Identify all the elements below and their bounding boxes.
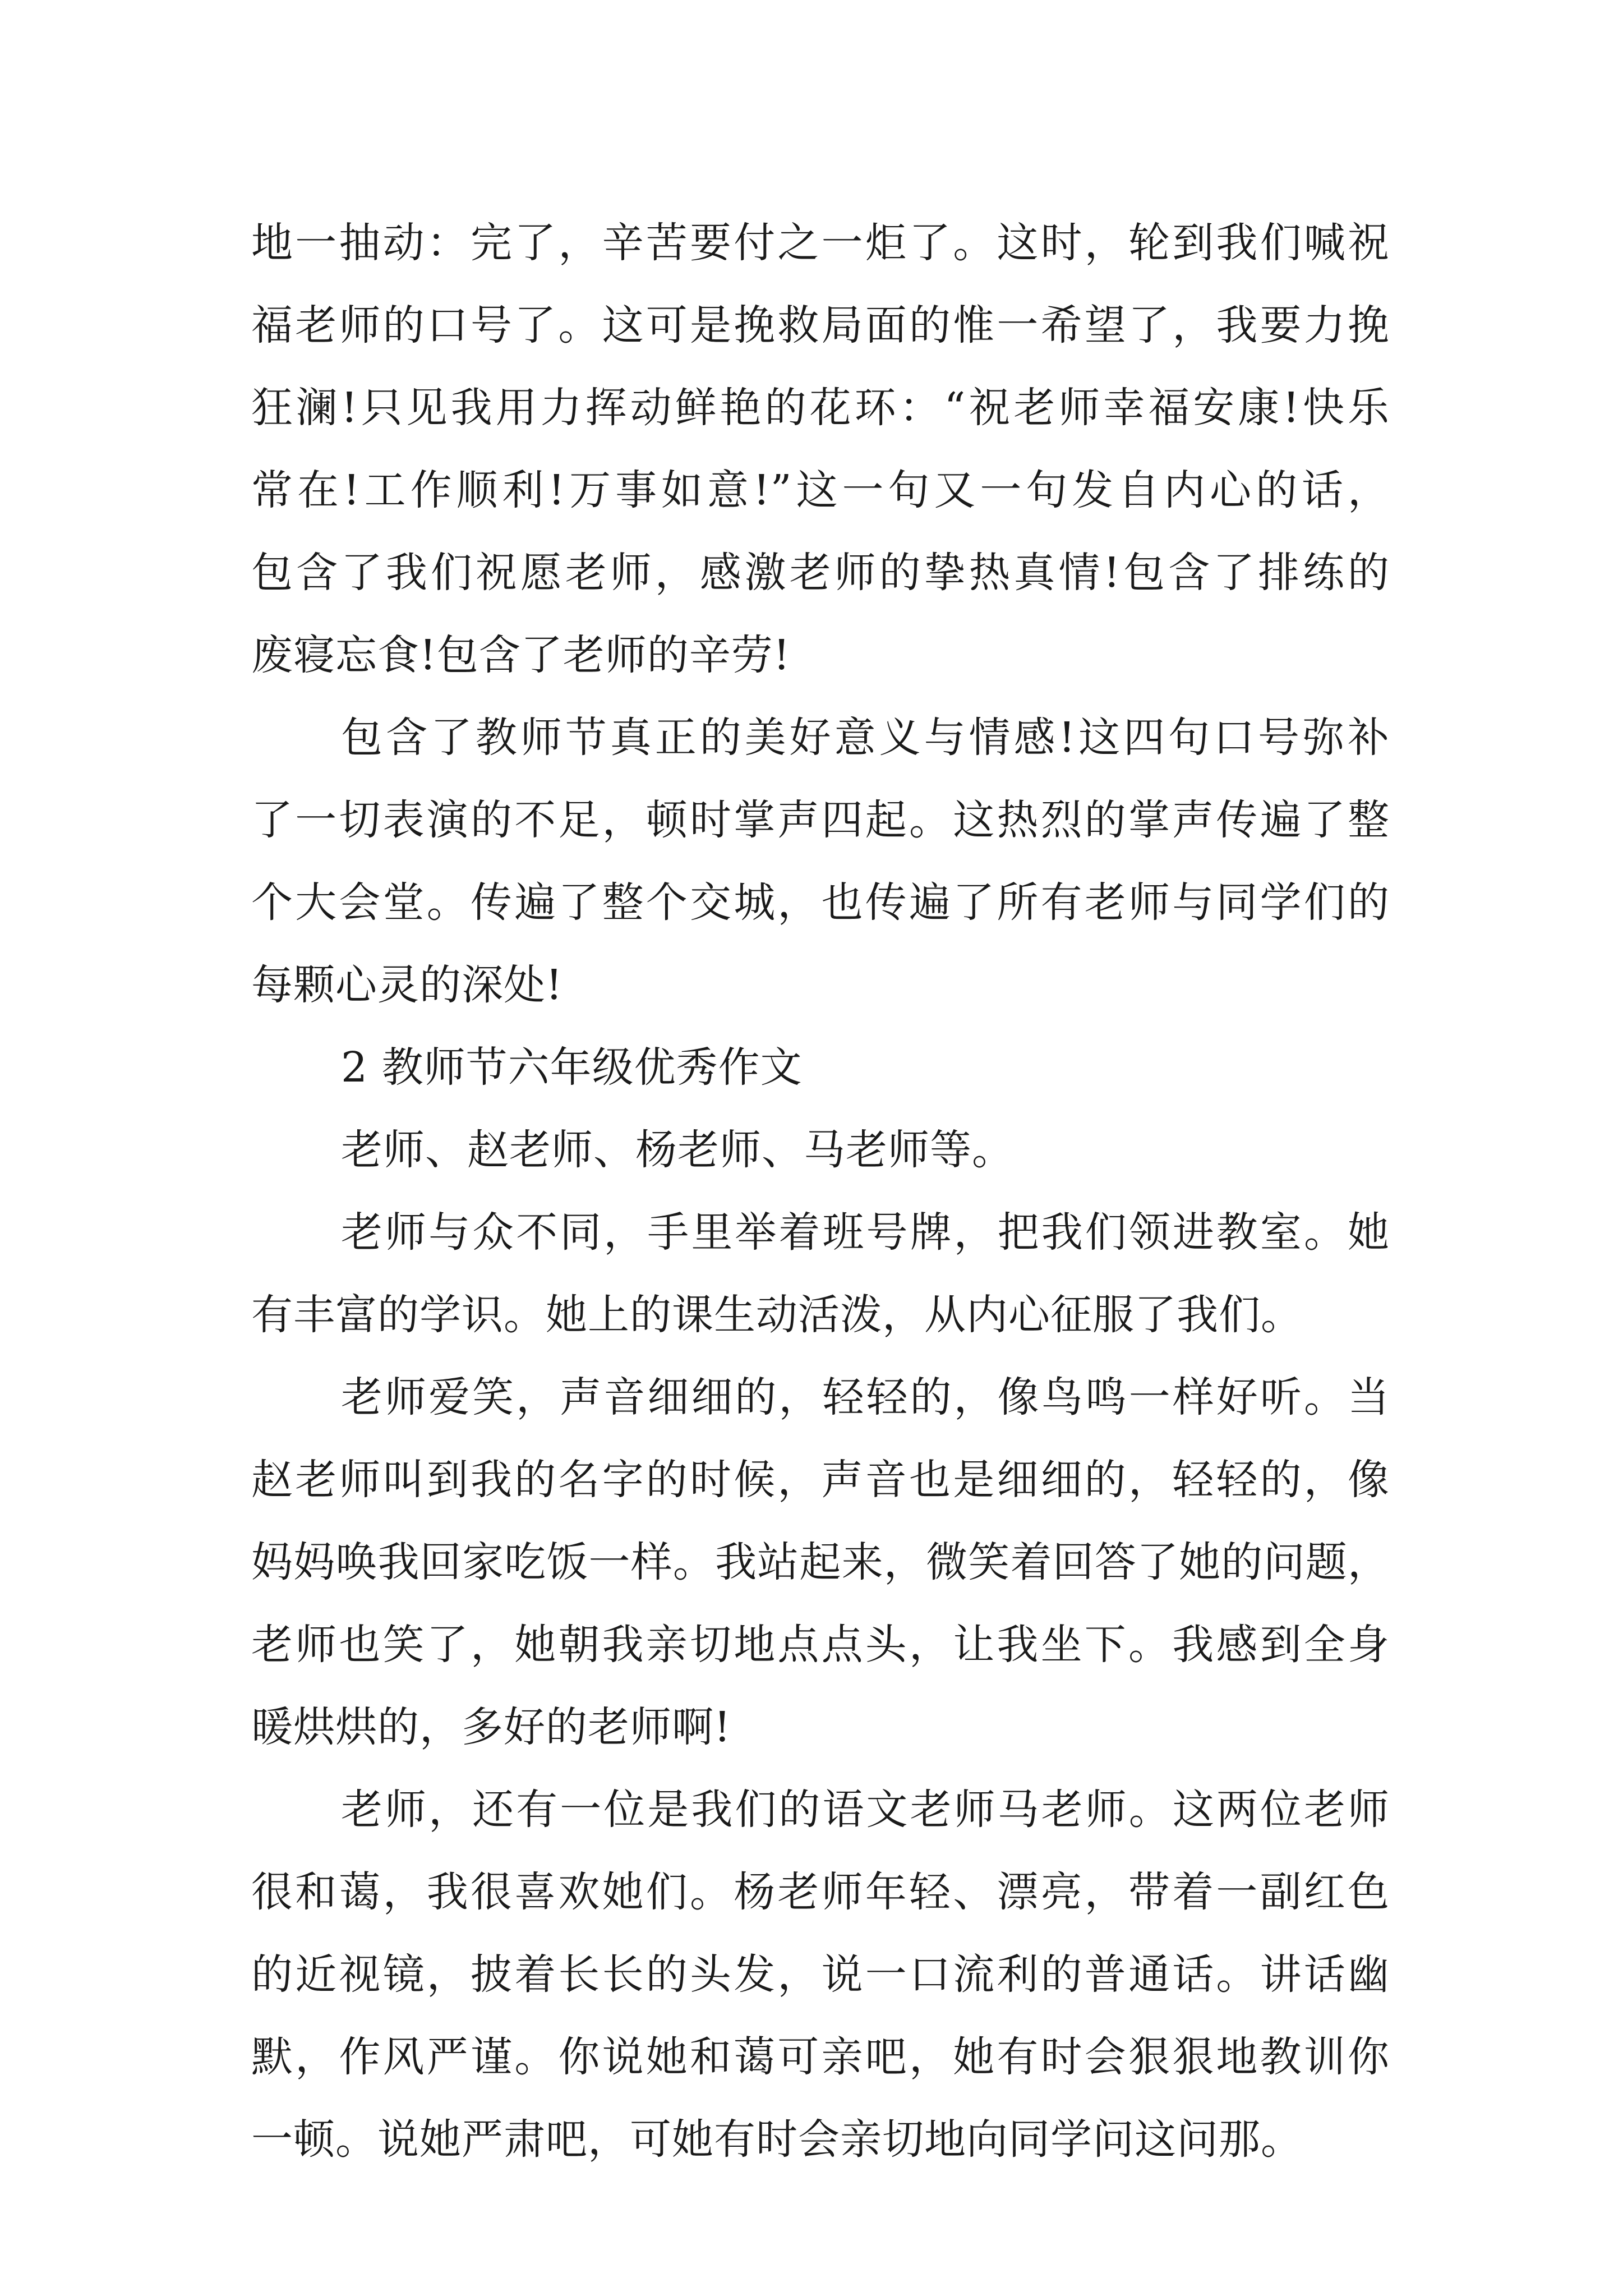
text-line: 老师与众不同，手里举着班号牌，把我们领进教室。她	[341, 1208, 1390, 1257]
text-line: 常在!工作顺利!万事如意!”这一句又一句发自内心的话，	[251, 466, 1390, 514]
text-line: 妈妈唤我回家吃饭一样。我站起来，微笑着回答了她的问题，	[251, 1538, 1390, 1586]
text-line: 很和蔼，我很喜欢她们。杨老师年轻、漂亮，带着一副红色	[251, 1868, 1390, 1916]
text-line: 有丰富的学识。她上的课生动活泼，从内心征服了我们。	[251, 1291, 1303, 1339]
text-line: 一顿。说她严肃吧，可她有时会亲切地向同学问这问那。	[251, 2115, 1303, 2164]
text-line: 默，作风严谨。你说她和蔼可亲吧，她有时会狠狠地教训你	[251, 2033, 1390, 2081]
essay-body	[251, 202, 1390, 2181]
text-line: 的近视镜，披着长长的头发，说一口流利的普通话。讲话幽	[251, 1950, 1390, 1999]
text-line: 老师爱笑，声音细细的，轻轻的，像鸟鸣一样好听。当	[341, 1373, 1390, 1421]
text-line: 包含了教师节真正的美好意义与情感!这四句口号弥补	[341, 714, 1390, 762]
text-line: 狂澜!只见我用力挥动鲜艳的花环：“祝老师幸福安康!快乐	[251, 384, 1390, 432]
text-line: 地一抽动：完了，辛苦要付之一炬了。这时，轮到我们喊祝	[251, 219, 1390, 267]
text-line: 每颗心灵的深处!	[251, 961, 563, 1009]
text-line: 2 教师节六年级优秀作文	[341, 1043, 803, 1092]
text-line: 福老师的口号了。这可是挽救局面的惟一希望了，我要力挽	[251, 301, 1390, 349]
text-line: 了一切表演的不足，顿时掌声四起。这热烈的掌声传遍了整	[251, 796, 1390, 844]
text-line: 暖烘烘的，多好的老师啊!	[251, 1703, 731, 1751]
text-line: 赵老师叫到我的名字的时候，声音也是细细的，轻轻的，像	[251, 1456, 1390, 1504]
text-line: 老师也笑了，她朝我亲切地点点头，让我坐下。我感到全身	[251, 1621, 1390, 1669]
text-line: 包含了我们祝愿老师，感激老师的挚热真情!包含了排练的	[251, 549, 1390, 597]
text-line: 老师、赵老师、杨老师、马老师等。	[341, 1126, 1014, 1174]
text-line: 个大会堂。传遍了整个交城，也传遍了所有老师与同学们的	[251, 878, 1390, 927]
text-line: 废寝忘食!包含了老师的辛劳!	[251, 631, 791, 679]
text-line: 老师，还有一位是我们的语文老师马老师。这两位老师	[341, 1786, 1390, 1834]
